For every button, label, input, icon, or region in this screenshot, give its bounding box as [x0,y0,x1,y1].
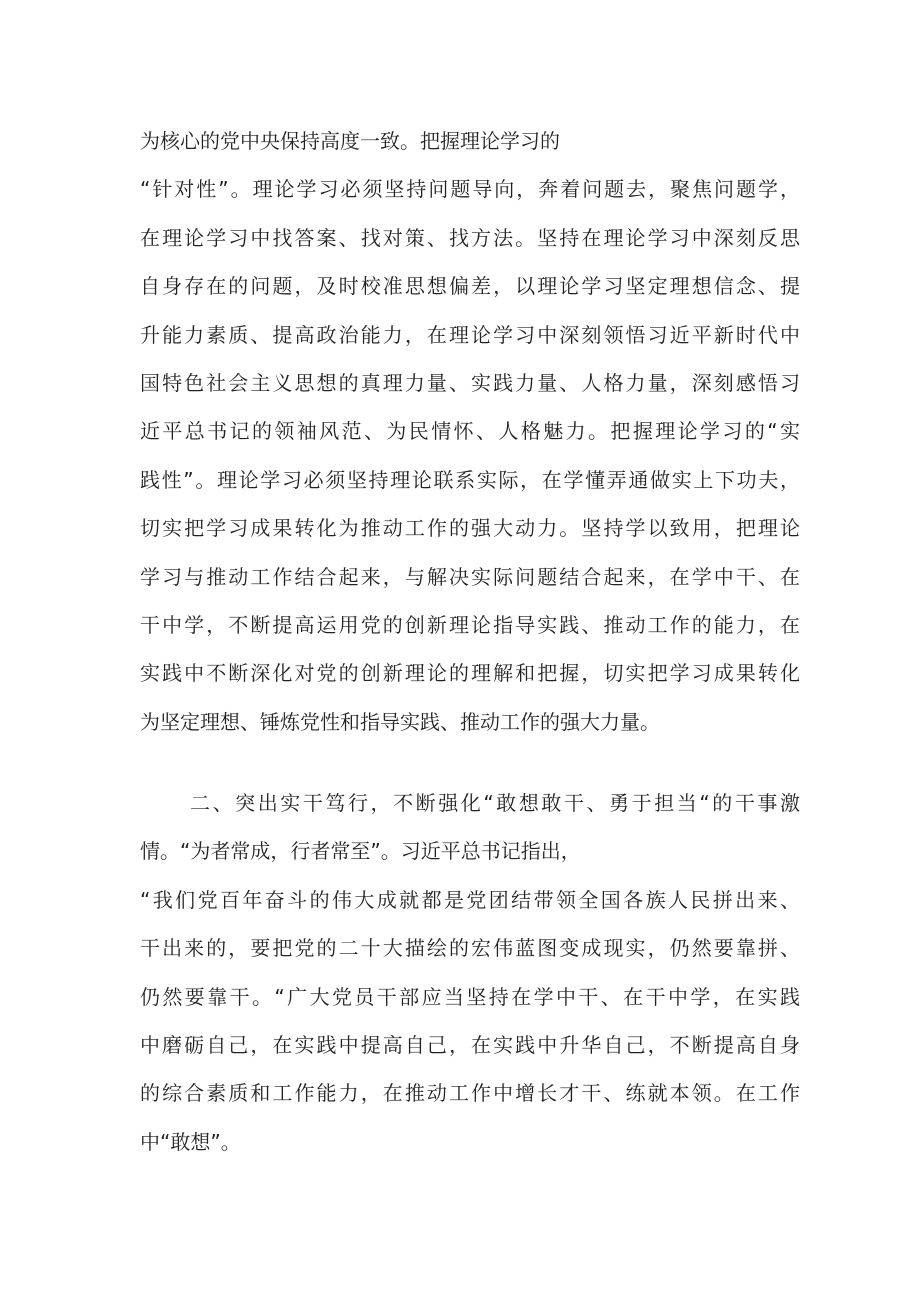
text-line: 中“敢想”。 [140,1129,241,1154]
text-line: 切实把学习成果转化为推动工作的强大动力。坚持学以致用，把理论 [140,516,800,541]
text-line: 学习与推动工作结合起来，与解决实际问题结合起来，在学中干、在 [140,564,800,589]
text-line: 实践中不断深化对党的创新理论的理解和把握，切实把学习成果转化 [140,661,800,686]
text-line: 的综合素质和工作能力，在推动工作中增长才干、练就本领。在工作 [140,1081,800,1106]
paragraph-theory-study [140,117,800,746]
text-line: 在理论学习中找答案、找对策、找方法。坚持在理论学习中深刻反思 [140,225,800,250]
text-line: 为坚定理想、锤炼党性和指导实践、推动工作的强大力量。 [140,709,660,734]
text-line: “针对性”。理论学习必须坚持问题导向，奔着问题去，聚焦问题学， [140,177,800,202]
paragraph-practical-work [140,779,800,1166]
text-line: 为核心的党中央保持高度一致。把握理论学习的 [140,129,560,153]
text-line: 仍然要靠干。“广大党员干部应当坚持在学中干、在干中学，在实践 [140,984,800,1009]
text-line: “我们党百年奋斗的伟大成就都是党团结带领全国各族人民拼出来、 [140,887,800,912]
text-line: 践性”。理论学习必须坚持理论联系实际，在学懂弄通做实上下功夫， [140,467,800,492]
text-line: 中磨砺自己，在实践中提高自己，在实践中升华自己，不断提高自身 [140,1032,800,1057]
text-line: 升能力素质、提高政治能力，在理论学习中深刻领悟习近平新时代中 [140,322,800,347]
text-line: 干出来的，要把党的二十大描绘的宏伟蓝图变成现实，仍然要靠拼、 [140,936,800,961]
text-line: 干中学，不断提高运用党的创新理论指导实践、推动工作的能力，在 [140,612,800,637]
text-line: 情。“为者常成，行者常至”。习近平总书记指出， [140,839,581,864]
section-heading-line: 二、突出实干笃行，不断强化“敢想敢干、勇于担当“的干事激 [190,791,800,815]
text-line: 近平总书记的领袖风范、为民情怀、人格魅力。把握理论学习的“实 [140,419,800,444]
text-line: 自身存在的问题，及时校准思想偏差，以理论学习坚定理想信念、提 [140,274,800,299]
text-line: 国特色社会主义思想的真理力量、实践力量、人格力量，深刻感悟习 [140,370,800,395]
